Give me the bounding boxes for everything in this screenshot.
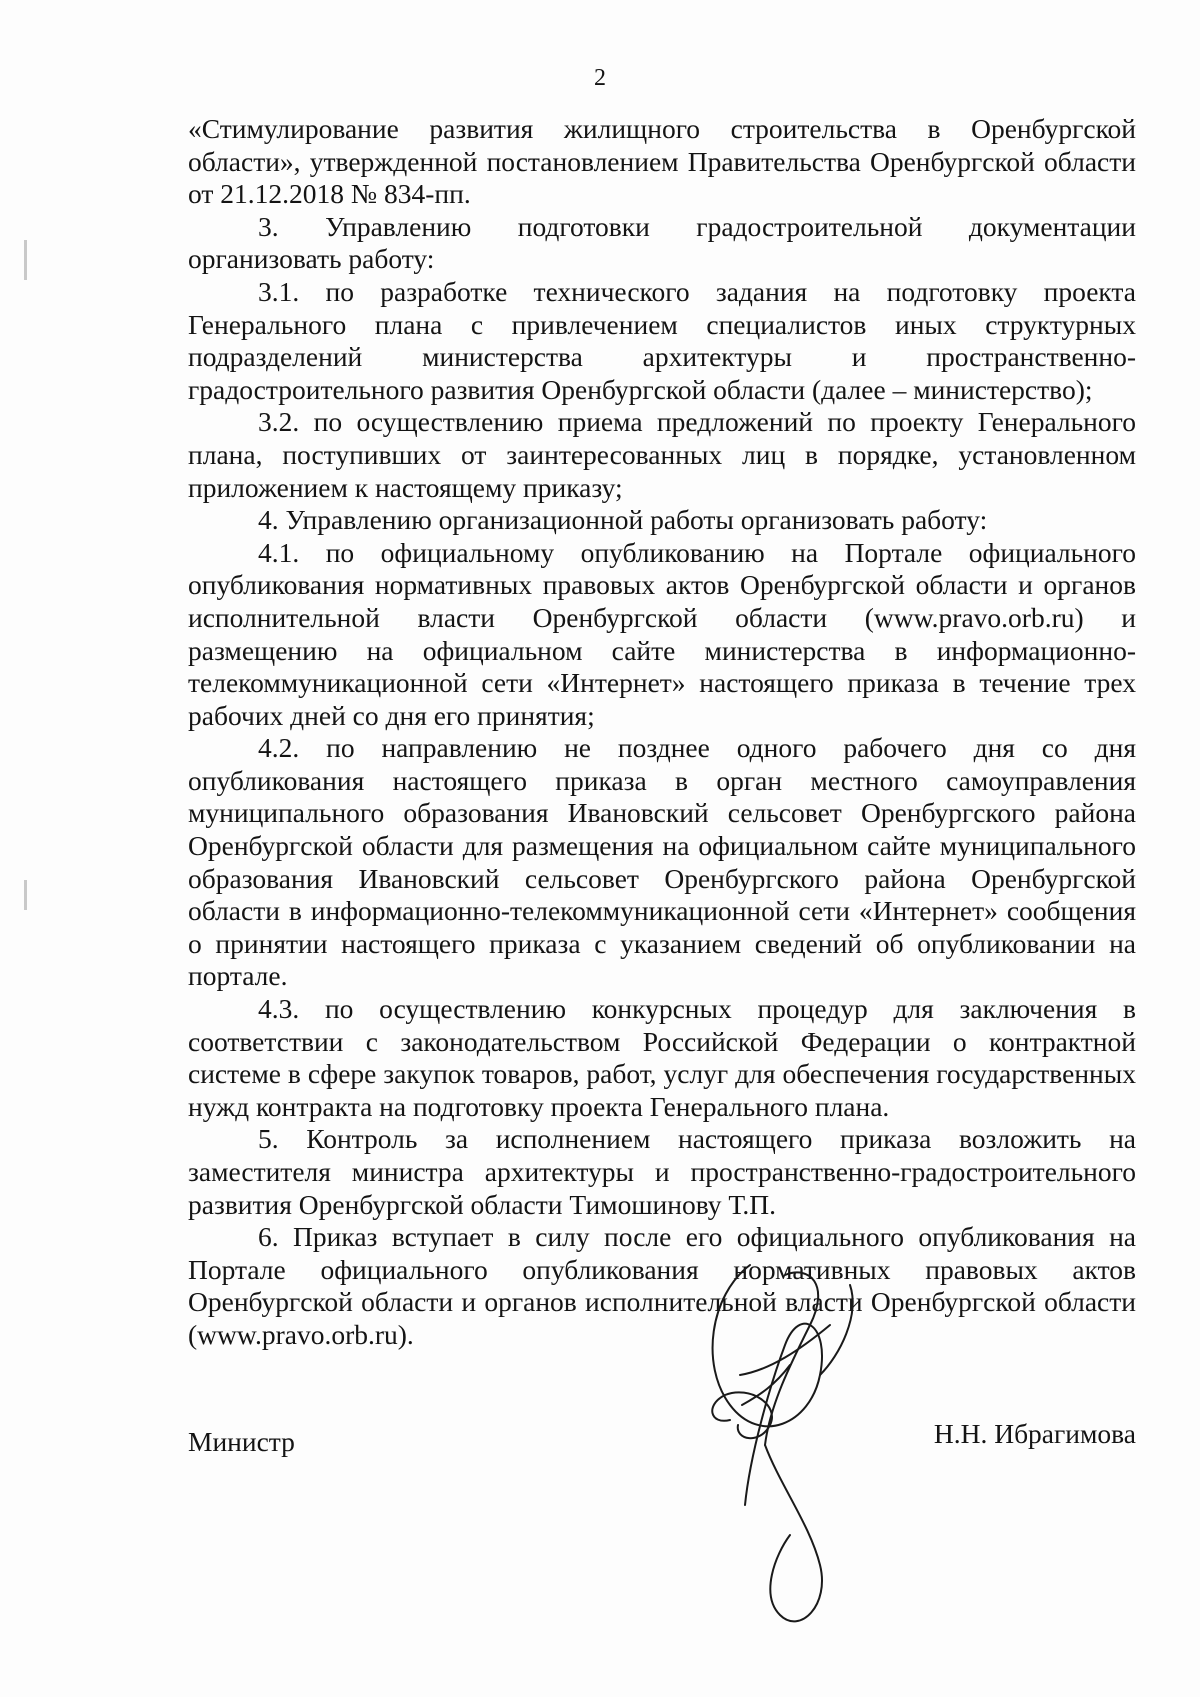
document-body (188, 113, 1136, 1352)
paragraph: 4.1. по официальному опубликованию на Портале официального опубликования нормативных правовых актов Оренбургской области и органов исполнительной власти Оренбургской области (www.pravo.orb.ru) и размещению на официальном сайте министерства в информационно-телекоммуникационной сети «Интернет» настоящего приказа в течение трех рабочих дней со дня его принятия; (188, 536, 1136, 731)
signature-block (188, 1418, 1136, 1458)
scan-margin-mark (24, 880, 27, 910)
scan-margin-mark (24, 240, 27, 280)
paragraph: 4. Управлению организационной работы организовать работу: (258, 504, 988, 536)
signatory-title: Министр (188, 1426, 295, 1457)
paragraph: 5. Контроль за исполнением настоящего приказа возложить на заместителя министра архитектуры и пространственно-градостроительного развития Оренбургской области Тимошинову Т.П. (188, 1123, 1136, 1220)
paragraph: 4.2. по направлению не позднее одного рабочего дня со дня опубликования настоящего приказа в орган местного самоуправления муниципального образования Ивановский сельсовет Оренбургского района Оренбургской области для размещения на официальном сайте муниципального образования Ивановский сельсовет Оренбургского района Оренбургской области в информационно-телекоммуникационной сети «Интернет» сообщения о принятии настоящего приказа с указанием сведений об опубликовании на портале. (188, 732, 1136, 992)
paragraph: 3.1. по разработке технического задания на подготовку проекта Генерального плана с привлечением специалистов иных структурных подразделений министерства архитектуры и пространственно-градостроительного развития Оренбургской области (далее – министерство); (188, 275, 1136, 405)
paragraph: 6. Приказ вступает в силу после его официального опубликования на Портале официального опубликования нормативных правовых актов Оренбургской области и органов исполнительной власти Оренбургской области (www.pravo.orb.ru). (188, 1221, 1136, 1350)
paragraph: «Стимулирование развития жилищного строительства в Оренбургской области», утвержденной постановлением Правительства Оренбургской области от 21.12.2018 № 834-пп. (188, 113, 1136, 210)
signatory-name: Н.Н. Ибрагимова (933, 1418, 1136, 1449)
paragraph: 4.3. по осуществлению конкурсных процедур для заключения в соответствии с законодательством Российской Федерации о контрактной системе в сфере закупок товаров, работ, услуг для обеспечения государственных нужд контракта на подготовку проекта Генерального плана. (188, 993, 1136, 1122)
paragraph: 3. Управлению подготовки градостроительной документации организовать работу: (188, 210, 1136, 275)
page-number: 2 (594, 65, 606, 91)
paragraph: 3.2. по осуществлению приема предложений по проекту Генерального плана, поступивших от заинтересованных лиц в порядке, установленном приложением к настоящему приказу; (188, 406, 1136, 503)
